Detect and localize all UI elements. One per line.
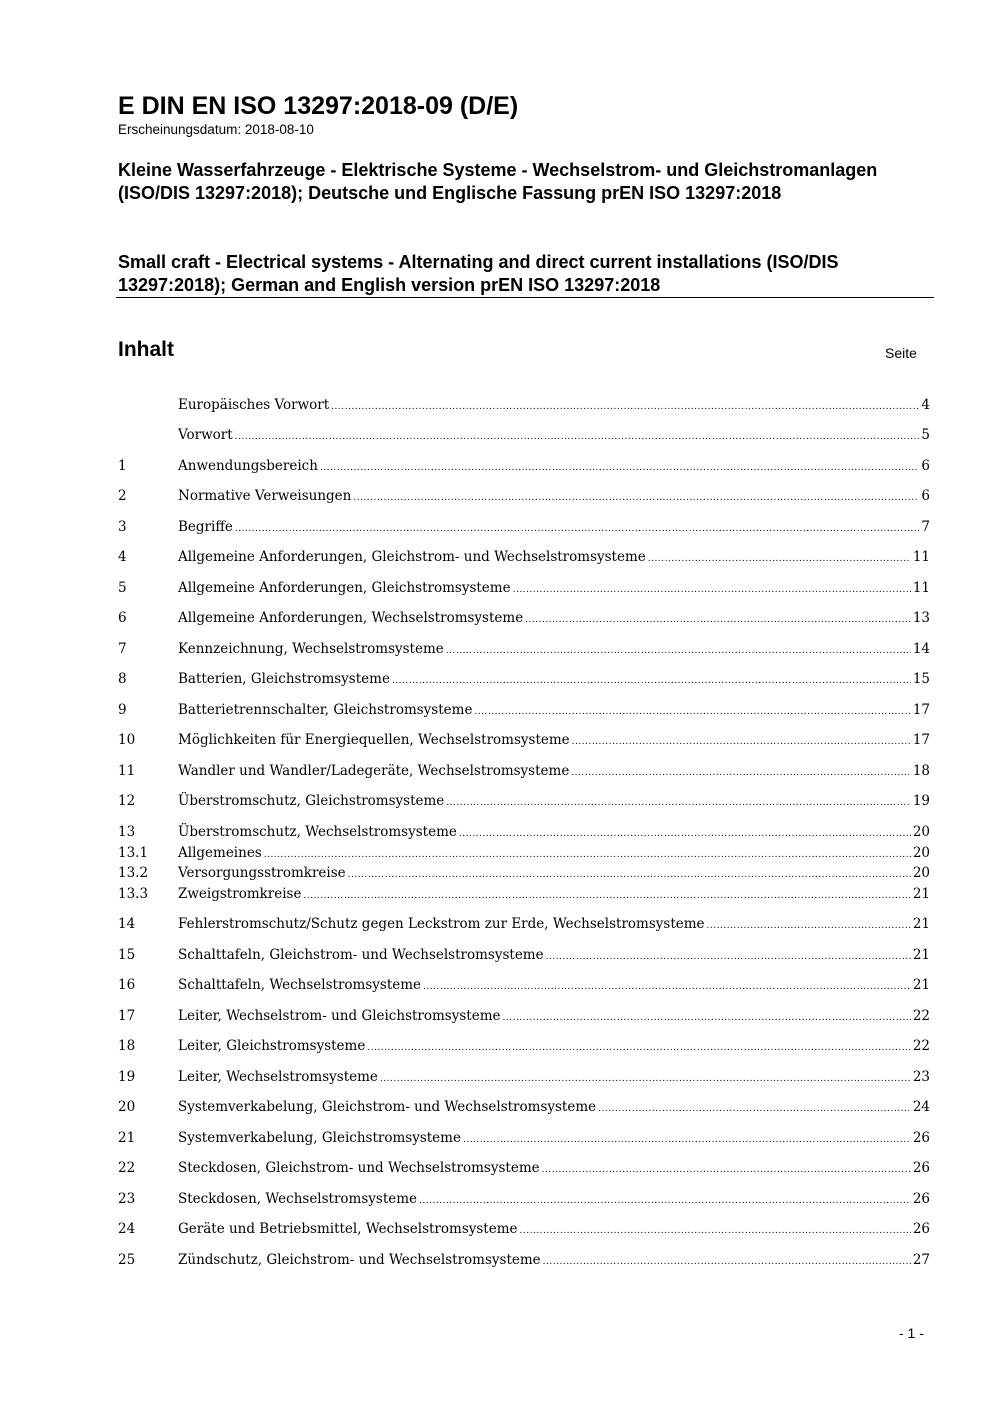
- toc-entry[interactable]: [118, 608, 930, 628]
- toc-entry-number: 2: [118, 488, 127, 504]
- toc-entry-number: 13.3: [118, 886, 149, 902]
- toc-entry-page: 20: [912, 865, 930, 881]
- toc-entry[interactable]: [118, 822, 930, 842]
- toc-entry-number: 25: [118, 1252, 136, 1268]
- page-number: - 1 -: [899, 1325, 924, 1341]
- toc-entry-number: 22: [118, 1160, 136, 1176]
- toc-leader-dots: [543, 1252, 911, 1272]
- toc-entry-title: Fehlerstromschutz/Schutz gegen Leckstrom zur Erde, Wechselstromsysteme: [178, 916, 705, 932]
- toc-leader-dots: [546, 947, 911, 967]
- title-german: Kleine Wasserfahrzeuge - Elektrische Systeme - Wechselstrom- und Gleichstromanlagen (ISO/DIS 13297:2018); Deutsche und Englische Fassung prEN ISO 13297:2018: [118, 160, 878, 203]
- toc-entry-title: Allgemeine Anforderungen, Gleichstrom- und Wechselstromsysteme: [178, 549, 646, 565]
- toc-entry-number: 21: [118, 1130, 136, 1146]
- toc-leader-dots: [235, 427, 920, 447]
- toc-entry-page: 15: [912, 671, 930, 687]
- toc-entry-page: 11: [912, 549, 930, 565]
- toc-entry-page: 22: [912, 1038, 930, 1054]
- toc-leader-dots: [331, 397, 919, 417]
- toc-entry-number: 13: [118, 824, 136, 840]
- toc-entry-title: Steckdosen, Wechselstromsysteme: [178, 1191, 418, 1207]
- toc-entry-page: 20: [912, 824, 930, 840]
- toc-leader-dots: [520, 1221, 911, 1241]
- toc-entry-title: Leiter, Wechselstromsysteme: [178, 1069, 378, 1085]
- toc-entry-title: Geräte und Betriebsmittel, Wechselstromsysteme: [178, 1221, 518, 1237]
- toc-leader-dots: [503, 1008, 911, 1028]
- toc-entry-title: Allgemeine Anforderungen, Gleichstromsysteme: [178, 580, 511, 596]
- toc-leader-dots: [235, 519, 920, 539]
- toc-entry[interactable]: [118, 517, 930, 537]
- toc-entry-number: 7: [118, 641, 127, 657]
- toc-entry[interactable]: [118, 456, 930, 476]
- toc-entry[interactable]: [118, 669, 930, 689]
- toc-entry-title: Leiter, Gleichstromsysteme: [178, 1038, 366, 1054]
- toc-leader-dots: [707, 916, 911, 936]
- toc-entry-title: Europäisches Vorwort: [178, 397, 330, 413]
- toc-leader-dots: [474, 702, 910, 722]
- toc-entry-number: 10: [118, 732, 136, 748]
- title-divider: [116, 297, 934, 298]
- toc-entry-number: 5: [118, 580, 127, 596]
- toc-entry-number: 6: [118, 610, 127, 626]
- toc-leader-dots: [303, 886, 910, 906]
- toc-leader-dots: [348, 865, 911, 885]
- toc-entry-page: 26: [912, 1130, 930, 1146]
- toc-entry-page: 18: [912, 763, 930, 779]
- toc-entry-page: 27: [912, 1252, 930, 1268]
- toc-leader-dots: [598, 1099, 911, 1119]
- toc-entry-title: Kennzeichnung, Wechselstromsysteme: [178, 641, 444, 657]
- toc-entry-page: 20: [912, 845, 930, 861]
- toc-entry-number: 16: [118, 977, 136, 993]
- toc-entry-page: 26: [912, 1191, 930, 1207]
- toc-entry-title: Leiter, Wechselstrom- und Gleichstromsysteme: [178, 1008, 501, 1024]
- toc-leader-dots: [572, 732, 911, 752]
- toc-entry[interactable]: [118, 486, 930, 506]
- toc-entry-number: 18: [118, 1038, 136, 1054]
- toc-entry[interactable]: [118, 730, 930, 750]
- toc-leader-dots: [446, 641, 911, 661]
- toc-entry-page: 22: [912, 1008, 930, 1024]
- toc-entry-title: Systemverkabelung, Gleichstromsysteme: [178, 1130, 461, 1146]
- toc-entry-title: Versorgungsstromkreise: [178, 865, 346, 881]
- toc-entry-number: 13.1: [118, 845, 149, 861]
- toc-leader-dots: [459, 824, 911, 844]
- toc-entry-page: 24: [912, 1099, 930, 1115]
- toc-entry-number: 9: [118, 702, 127, 718]
- toc-entry[interactable]: [118, 1067, 930, 1087]
- toc-entry[interactable]: [118, 639, 930, 659]
- toc-entry-title: Zweigstromkreise: [178, 886, 302, 902]
- toc-entry-title: Allgemeines: [178, 845, 262, 861]
- toc-entry[interactable]: [118, 1006, 930, 1026]
- toc-entry-page: 23: [912, 1069, 930, 1085]
- toc-entry-title: Zündschutz, Gleichstrom- und Wechselstromsysteme: [178, 1252, 541, 1268]
- toc-entry-title: Schalttafeln, Wechselstromsysteme: [178, 977, 422, 993]
- toc-entry-page: 21: [912, 886, 930, 902]
- toc-leader-dots: [264, 845, 911, 865]
- toc-leader-dots: [367, 1038, 910, 1058]
- toc-entry-page: 11: [912, 580, 930, 596]
- toc-leader-dots: [392, 671, 911, 691]
- toc-entry[interactable]: [118, 884, 930, 904]
- toc-entry-page: 21: [912, 916, 930, 932]
- toc-entry-number: 17: [118, 1008, 136, 1024]
- toc-entry-number: 11: [118, 763, 136, 779]
- toc-entry[interactable]: [118, 1036, 930, 1056]
- toc-entry-page: 4: [921, 397, 930, 413]
- toc-entry-title: Überstromschutz, Gleichstromsysteme: [178, 793, 445, 809]
- toc-leader-dots: [380, 1069, 911, 1089]
- toc-entry-page: 17: [912, 732, 930, 748]
- toc-entry[interactable]: [118, 1189, 930, 1209]
- toc-entry-page: 26: [912, 1160, 930, 1176]
- toc-entry-page: 6: [921, 458, 930, 474]
- toc-entry[interactable]: [118, 863, 930, 883]
- toc-entry-number: 8: [118, 671, 127, 687]
- toc-entry-page: 21: [912, 977, 930, 993]
- toc-entry-page: 5: [921, 427, 930, 443]
- toc-entry-title: Schalttafeln, Gleichstrom- und Wechselstromsysteme: [178, 947, 544, 963]
- toc-page-column-label: Seite: [885, 345, 917, 361]
- toc-entry[interactable]: [118, 700, 930, 720]
- toc-leader-dots: [463, 1130, 911, 1150]
- toc-entry[interactable]: [118, 547, 930, 567]
- toc-entry[interactable]: [118, 1219, 930, 1239]
- toc-entry-title: Vorwort: [178, 427, 233, 443]
- title-english: Small craft - Electrical systems - Alternating and direct current installations (ISO/DIS 13297:2018); German and English version prEN ISO 13297:2018: [118, 252, 839, 295]
- publication-date: Erscheinungsdatum: 2018-08-10: [118, 122, 314, 137]
- toc-entry-page: 21: [912, 947, 930, 963]
- toc-entry-title: Allgemeine Anforderungen, Wechselstromsysteme: [178, 610, 524, 626]
- toc-entry-number: 19: [118, 1069, 136, 1085]
- toc-entry-page: 13: [912, 610, 930, 626]
- toc-entry[interactable]: [118, 843, 930, 863]
- toc-leader-dots: [320, 458, 919, 478]
- toc-entry-page: 17: [912, 702, 930, 718]
- toc-entry[interactable]: [118, 1128, 930, 1148]
- toc-entry-title: Anwendungsbereich: [178, 458, 318, 474]
- toc-entry-number: 14: [118, 916, 136, 932]
- toc-entry-page: 26: [912, 1221, 930, 1237]
- toc-entry[interactable]: [118, 425, 930, 445]
- toc-leader-dots: [353, 488, 919, 508]
- toc-entry-title: Überstromschutz, Wechselstromsysteme: [178, 824, 457, 840]
- toc-entry-number: 12: [118, 793, 136, 809]
- toc-entry[interactable]: [118, 914, 930, 934]
- toc-entry-number: 4: [118, 549, 127, 565]
- toc-heading: Inhalt: [118, 338, 174, 361]
- toc-entry-number: 24: [118, 1221, 136, 1237]
- toc-entry-title: Normative Verweisungen: [178, 488, 352, 504]
- toc-entry[interactable]: [118, 1097, 930, 1117]
- toc-leader-dots: [648, 549, 911, 569]
- toc-entry-number: 20: [118, 1099, 136, 1115]
- toc-entry-number: 13.2: [118, 865, 149, 881]
- toc-entry-title: Möglichkeiten für Energiequellen, Wechselstromsysteme: [178, 732, 570, 748]
- toc-entry[interactable]: [118, 791, 930, 811]
- toc-entry-number: 1: [118, 458, 127, 474]
- toc-leader-dots: [513, 580, 911, 600]
- toc-entry-page: 19: [912, 793, 930, 809]
- toc-entry-title: Batterien, Gleichstromsysteme: [178, 671, 390, 687]
- toc-entry-title: Batterietrennschalter, Gleichstromsysteme: [178, 702, 473, 718]
- toc-entry-page: 6: [921, 488, 930, 504]
- toc-leader-dots: [419, 1191, 911, 1211]
- toc-entry[interactable]: [118, 761, 930, 781]
- toc-entry[interactable]: [118, 578, 930, 598]
- toc-leader-dots: [571, 763, 911, 783]
- toc-entry[interactable]: [118, 975, 930, 995]
- toc-entry-page: 14: [912, 641, 930, 657]
- toc-leader-dots: [446, 793, 911, 813]
- toc-entry-title: Wandler und Wandler/Ladegeräte, Wechselstromsysteme: [178, 763, 570, 779]
- toc-entry[interactable]: [118, 1158, 930, 1178]
- toc-entry[interactable]: [118, 945, 930, 965]
- toc-entry-title: Systemverkabelung, Gleichstrom- und Wechselstromsysteme: [178, 1099, 597, 1115]
- document-id: E DIN EN ISO 13297:2018-09 (D/E): [118, 92, 519, 120]
- toc-entry-title: Steckdosen, Gleichstrom- und Wechselstromsysteme: [178, 1160, 540, 1176]
- toc-entry-number: 23: [118, 1191, 136, 1207]
- toc-entry-number: 3: [118, 519, 127, 535]
- toc-entry-title: Begriffe: [178, 519, 233, 535]
- toc-entry[interactable]: [118, 1250, 930, 1270]
- toc-leader-dots: [525, 610, 911, 630]
- toc-leader-dots: [542, 1160, 911, 1180]
- toc-leader-dots: [423, 977, 911, 997]
- toc-entry[interactable]: [118, 395, 930, 415]
- toc-entry-number: 15: [118, 947, 136, 963]
- toc-entry-page: 7: [921, 519, 930, 535]
